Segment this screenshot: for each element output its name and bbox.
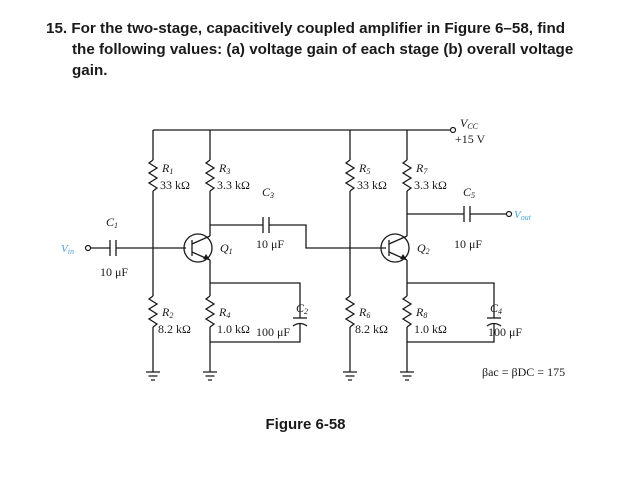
r8-resistor — [403, 296, 411, 327]
vout-terminal — [507, 212, 512, 217]
problem-line-2: the following values: (a) voltage gain of each stage (b) overall voltage — [72, 41, 574, 58]
q2-label: Q2 — [417, 241, 430, 256]
r3-resistor — [206, 160, 214, 191]
r6-label: R6 — [359, 305, 371, 320]
vin-label: Vin — [61, 243, 74, 256]
c3-label: C3 — [262, 185, 275, 200]
problem-line-1: 15. For the two-stage, capacitively coupled amplifier in Figure 6–58, find — [46, 20, 566, 37]
r7-resistor — [403, 160, 411, 191]
c5-capacitor — [407, 206, 506, 222]
ground-icon — [203, 372, 217, 380]
r6-resistor — [346, 296, 354, 327]
r4-value: 1.0 kΩ — [217, 322, 250, 336]
r1-label: R1 — [162, 161, 174, 176]
problem-line-3: gain. — [72, 62, 108, 79]
c1-value: 10 μF — [100, 265, 129, 279]
vcc-label: VCC — [460, 116, 479, 131]
ground-icon — [146, 372, 160, 380]
r7-label: R7 — [416, 161, 428, 176]
figure-caption: Figure 6-58 — [265, 416, 346, 433]
r1-value: 33 kΩ — [160, 178, 190, 192]
r4-resistor — [206, 296, 214, 327]
r1-resistor — [149, 160, 157, 191]
r3-label: R3 — [219, 161, 231, 176]
ground-icon — [343, 372, 357, 380]
r2-resistor — [149, 296, 157, 327]
r5-value: 33 kΩ — [357, 178, 387, 192]
c4-value: 100 μF — [488, 325, 523, 339]
r2-value: 8.2 kΩ — [158, 322, 191, 336]
c3-value: 10 μF — [256, 237, 285, 251]
figure-caption-wrap — [0, 416, 641, 434]
c5-value: 10 μF — [454, 237, 483, 251]
vcc-value: +15 V — [455, 132, 486, 146]
r6-value: 8.2 kΩ — [355, 322, 388, 336]
c4-label: C4 — [490, 301, 503, 316]
r5-label: R5 — [359, 161, 371, 176]
vout-label: Vout — [514, 209, 531, 222]
r5-resistor — [346, 160, 354, 191]
c1-label: C1 — [106, 215, 119, 230]
vin-terminal — [86, 246, 91, 251]
r4-label: R4 — [219, 305, 231, 320]
beta-note: βac = βDC = 175 — [482, 365, 566, 379]
c5-label: C5 — [463, 185, 476, 200]
r8-label: R8 — [416, 305, 428, 320]
r2-label: R2 — [162, 305, 174, 320]
r8-value: 1.0 kΩ — [414, 322, 447, 336]
r3-value: 3.3 kΩ — [217, 178, 250, 192]
c1-capacitor — [91, 240, 186, 256]
c2-label: C2 — [296, 301, 309, 316]
r7-value: 3.3 kΩ — [414, 178, 447, 192]
ground-icon — [400, 372, 414, 380]
q1-label: Q1 — [220, 241, 233, 256]
c2-value: 100 μF — [256, 325, 291, 339]
